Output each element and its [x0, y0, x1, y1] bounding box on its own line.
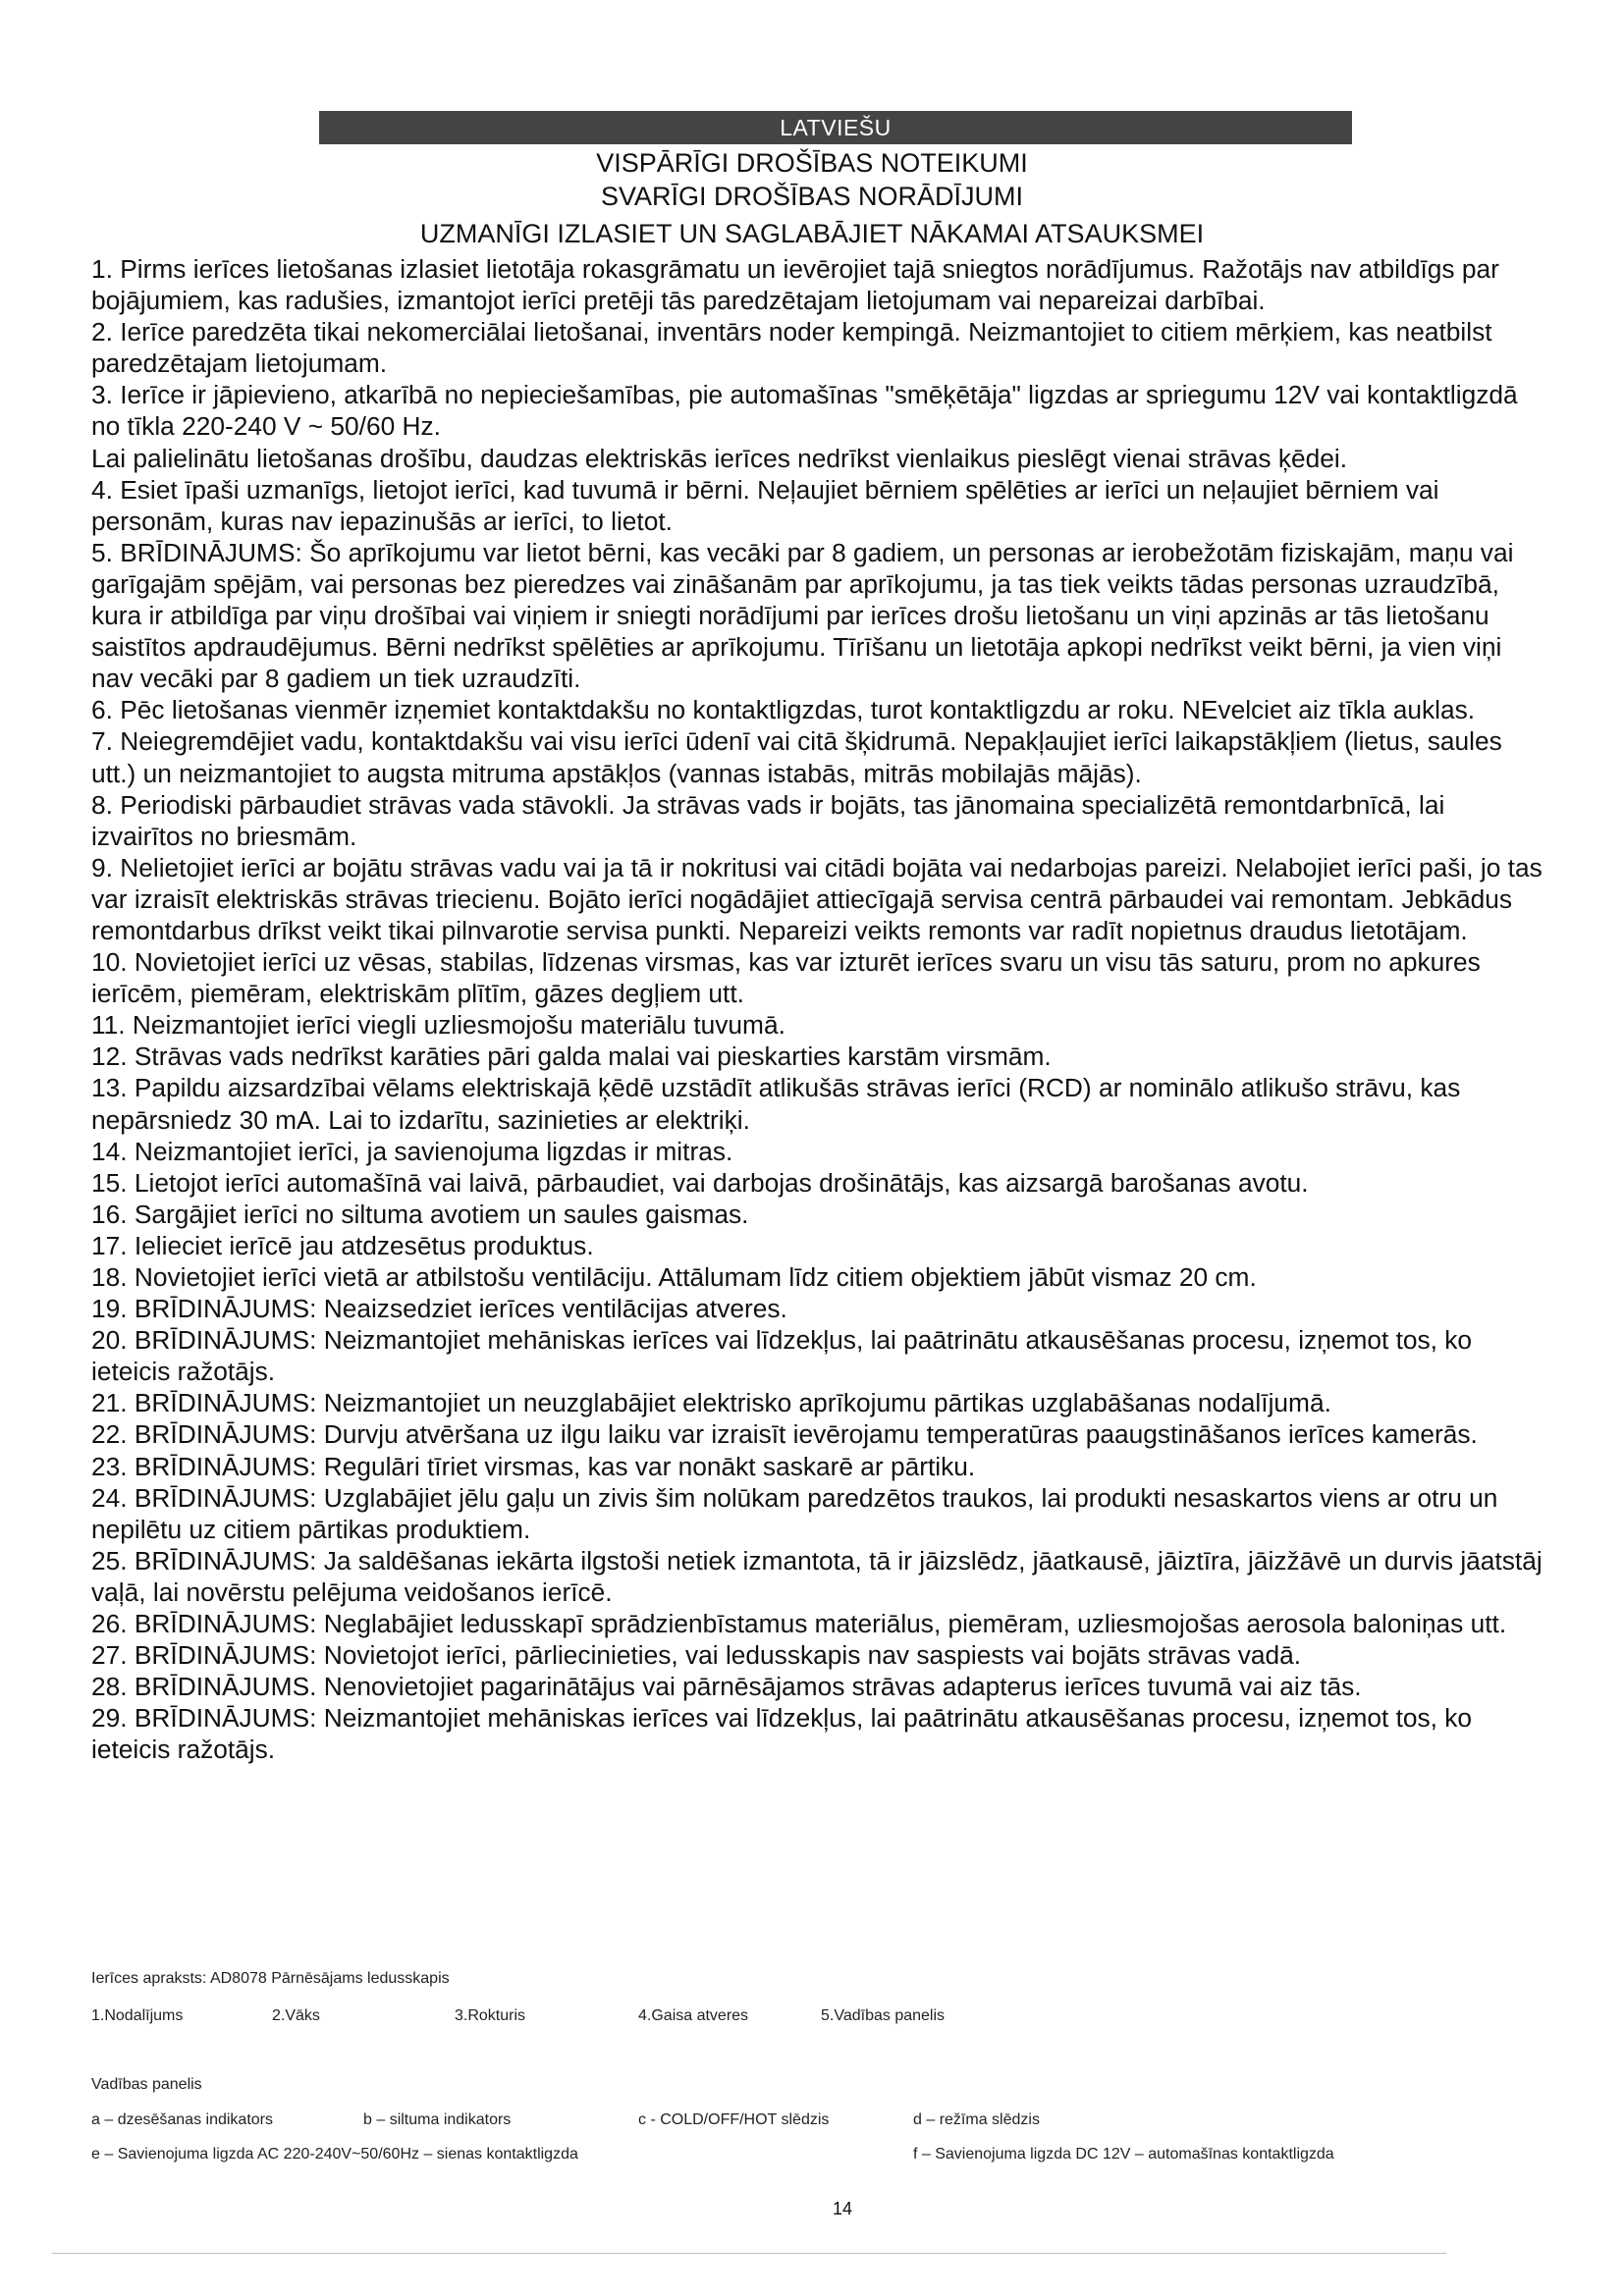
instruction-item: 8. Periodiski pārbaudiet strāvas vada stāvokli. Ja strāvas vads ir bojāts, tas jānomaina specializētā remontdarbnīcā, lai izvairītos no briesmām.: [91, 789, 1445, 851]
panel-legend-e: e – Savienojuma ligzda AC 220-240V~50/60Hz – sienas kontaktligzda: [91, 2146, 578, 2163]
instruction-item: 11. Neizmantojiet ierīci viegli uzliesmojošu materiālu tuvumā.: [91, 1010, 785, 1041]
part-label: 3.Rokturis: [455, 2007, 526, 2024]
panel-legend-b: b – siltuma indikators: [363, 2111, 512, 2128]
language-label-bar: LATVIEŠU: [319, 111, 1352, 144]
instruction-item: 5. BRĪDINĀJUMS: Šo aprīkojumu var lietot bērni, kas vecāki par 8 gadiem, un personas ar ierobežotām fiziskajām, maņu vai garīgajām spējām, vai personas bez pieredzes vai zināšanām par aprīkojumu, ja tas tiek veikts tādas personas uzraudzībā, kura ir atbildīga par viņu drošībai vai viņiem ir sniegti norādījumi par ierīces drošu lietošanu un viņi apzinās ar tās lietošanu saistītos apdraudējumus. Bērni nedrīkst spēlēties ar aprīkojumu. Tīrīšanu un lietotāja apkopi nedrīkst veikt bērni, ja vien viņi nav vecāki par 8 gadiem un tiek uzraudzīti.: [91, 537, 1514, 694]
panel-legend-c: c - COLD/OFF/HOT slēdzis: [638, 2111, 830, 2128]
instruction-item: Lai palielinātu lietošanas drošību, daudzas elektriskās ierīces nedrīkst vienlaikus pieslēgt vienai strāvas ķēdei.: [91, 443, 1348, 473]
instruction-item: 28. BRĪDINĀJUMS. Nenovietojiet pagarinātājus vai pārnēsājamos strāvas adapterus ierīces tuvumā vai aiz tās.: [91, 1672, 1362, 1702]
heading-important-safety: SVARĪGI DROŠĪBAS NORĀDĪJUMI: [600, 182, 1024, 211]
instruction-item: 3. Ierīce ir jāpievieno, atkarībā no nepieciešamības, pie automašīnas "smēķētāja" ligzdas ar spriegumu 12V vai kontaktligzdā no tīkla 220-240 V ~ 50/60 Hz.: [91, 380, 1518, 442]
instruction-item: 23. BRĪDINĀJUMS: Regulāri tīriet virsmas, kas var nonākt saskarē ar pārtiku.: [91, 1451, 976, 1481]
instruction-item: 7. Neiegremdējiet vadu, kontaktdakšu vai visu ierīci ūdenī vai citā šķidrumā. Nepakļaujiet ierīci laikapstākļiem (lietus, saules utt.) un neizmantojiet to augsta mitruma apstākļos (vannas istabās, mitrās mobilajās mājās).: [91, 726, 1502, 788]
instruction-item: 20. BRĪDINĀJUMS: Neizmantojiet mehāniskas ierīces vai līdzekļus, lai paātrinātu atkausēšanas procesu, izņemot tos, ko ieteicis ražotājs.: [91, 1325, 1473, 1387]
part-label: 4.Gaisa atveres: [638, 2007, 749, 2024]
footer-divider: [52, 2253, 1446, 2254]
instruction-item: 12. Strāvas vads nedrīkst karāties pāri galda malai vai pieskarties karstām virsmām.: [91, 1041, 1052, 1072]
page-number: 14: [832, 2199, 853, 2218]
instruction-item: 27. BRĪDINĀJUMS: Novietojot ierīci, pārliecinieties, vai ledusskapis nav saspiests vai bojāts strāvas vadā.: [91, 1640, 1302, 1671]
panel-legend-d: d – režīma slēdzis: [913, 2111, 1040, 2128]
instruction-item: 29. BRĪDINĀJUMS: Neizmantojiet mehāniskas ierīces vai līdzekļus, lai paātrinātu atkausēšanas procesu, izņemot tos, ko ieteicis ražotājs.: [91, 1703, 1473, 1765]
instruction-item: 15. Lietojot ierīci automašīnā vai laivā, pārbaudiet, vai darbojas drošinātājs, kas aizsargā barošanas avotu.: [91, 1167, 1309, 1198]
part-label: 5.Vadības panelis: [821, 2007, 946, 2024]
panel-legend-f: f – Savienojuma ligzda DC 12V – automašīnas kontaktligzda: [913, 2146, 1334, 2163]
instruction-item: 16. Sargājiet ierīci no siltuma avotiem un saules gaismas.: [91, 1199, 749, 1229]
instruction-item: 18. Novietojiet ierīci vietā ar atbilstošu ventilāciju. Attālumam līdz citiem objektiem jābūt vismaz 20 cm.: [91, 1262, 1257, 1292]
control-panel-title: Vadības panelis: [91, 2076, 202, 2093]
instruction-item: 2. Ierīce paredzēta tikai nekomerciālai lietošanai, inventārs noder kempingā. Neizmantojiet to citiem mērķiem, kas neatbilst paredzētajam lietojumam.: [91, 317, 1492, 379]
instruction-item: 25. BRĪDINĀJUMS: Ja saldēšanas iekārta ilgstoši netiek izmantota, tā ir jāizslēdz, jāatkausē, jāiztīra, jāizžāvē un durvis jāatstāj vaļā, lai novērstu pelējuma veidošanos ierīcē.: [91, 1545, 1543, 1607]
instruction-item: 6. Pēc lietošanas vienmēr izņemiet kontaktdakšu no kontaktligzdas, turot kontaktligzdu ar roku. NEvelciet aiz tīkla auklas.: [91, 695, 1476, 725]
instruction-item: 24. BRĪDINĀJUMS: Uzglabājiet jēlu gaļu un zivis šim nolūkam paredzētos traukos, lai produkti nesaskartos viens ar otru un nepilētu uz citiem pārtikas produktiem.: [91, 1482, 1498, 1544]
instruction-item: 17. Ielieciet ierīcē jau atdzesētus produktus.: [91, 1230, 594, 1260]
instruction-item: 13. Papildu aizsardzībai vēlams elektriskajā ķēdē uzstādīt atlikušās strāvas ierīci (RCD) ar nominālo atlikušo strāvu, kas nepārsniedz 30 mA. Lai to izdarītu, sazinieties ar elektriķi.: [91, 1073, 1461, 1135]
part-label: 2.Vāks: [272, 2007, 320, 2024]
instruction-item: 22. BRĪDINĀJUMS: Durvju atvēršana uz ilgu laiku var izraisīt ievērojamu temperatūras paaugstināšanos ierīces kamerās.: [91, 1419, 1478, 1450]
instruction-item: 21. BRĪDINĀJUMS: Neizmantojiet un neuzglabājiet elektrisko aprīkojumu pārtikas uzglabāšanas nodalījumā.: [91, 1388, 1331, 1418]
instruction-item: 26. BRĪDINĀJUMS: Neglabājiet ledusskapī sprādzienbīstamus materiālus, piemēram, uzliesmojošas aerosola baloniņas utt.: [91, 1609, 1507, 1639]
instruction-item: 4. Esiet īpaši uzmanīgs, lietojot ierīci, kad tuvumā ir bērni. Neļaujiet bērniem spēlēties ar ierīci un neļaujiet bērniem vai personām, kuras nav iepazinušās ar ierīci, to lietot.: [91, 474, 1439, 536]
instruction-item: 10. Novietojiet ierīci uz vēsas, stabilas, līdzenas virsmas, kas var izturēt ierīces svaru un visu tās saturu, prom no apkures ierīcēm, piemēram, elektriskām plītīm, gāzes degļiem utt.: [91, 947, 1481, 1009]
instruction-item: 9. Nelietojiet ierīci ar bojātu strāvas vadu vai ja tā ir nokritusi vai citādi bojāta vai nedarbojas pareizi. Nelabojiet ierīci paši, jo tas var izraisīt elektriskās strāvas triecienu. Bojāto ierīci nogādājiet attiecīgajā servisa centrā pārbaudei vai remontam. Jebkādus remontdarbus drīkst veikt tikai pilnvarotie servisa punkti. Nepareizi veikts remonts var radīt nopietnus draudus lietotājam.: [91, 852, 1543, 945]
part-label: 1.Nodalījums: [91, 2007, 184, 2024]
heading-read-carefully: UZMANĪGI IZLASIET UN SAGLABĀJIET NĀKAMAI ATSAUKSMEI: [419, 219, 1205, 248]
instruction-item: 1. Pirms ierīces lietošanas izlasiet lietotāja rokasgrāmatu un ievērojiet tajā sniegtos norādījumus. Ražotājs nav atbildīgs par bojājumiem, kas radušies, izmantojot ierīci pretēji tās paredzētajam lietojumam vai nepareizai darbībai.: [91, 254, 1499, 316]
panel-legend-a: a – dzesēšanas indikators: [91, 2111, 273, 2128]
safety-instructions-list: [91, 253, 1544, 1766]
device-description-title: Ierīces apraksts: AD8078 Pārnēsājams ledusskapis: [91, 1970, 450, 1987]
instruction-item: 14. Neizmantojiet ierīci, ja savienojuma ligzdas ir mitras.: [91, 1136, 733, 1166]
instruction-item: 19. BRĪDINĀJUMS: Neaizsedziet ierīces ventilācijas atveres.: [91, 1294, 787, 1324]
heading-general-safety: VISPĀRĪGI DROŠĪBAS NOTEIKUMI: [596, 148, 1028, 178]
